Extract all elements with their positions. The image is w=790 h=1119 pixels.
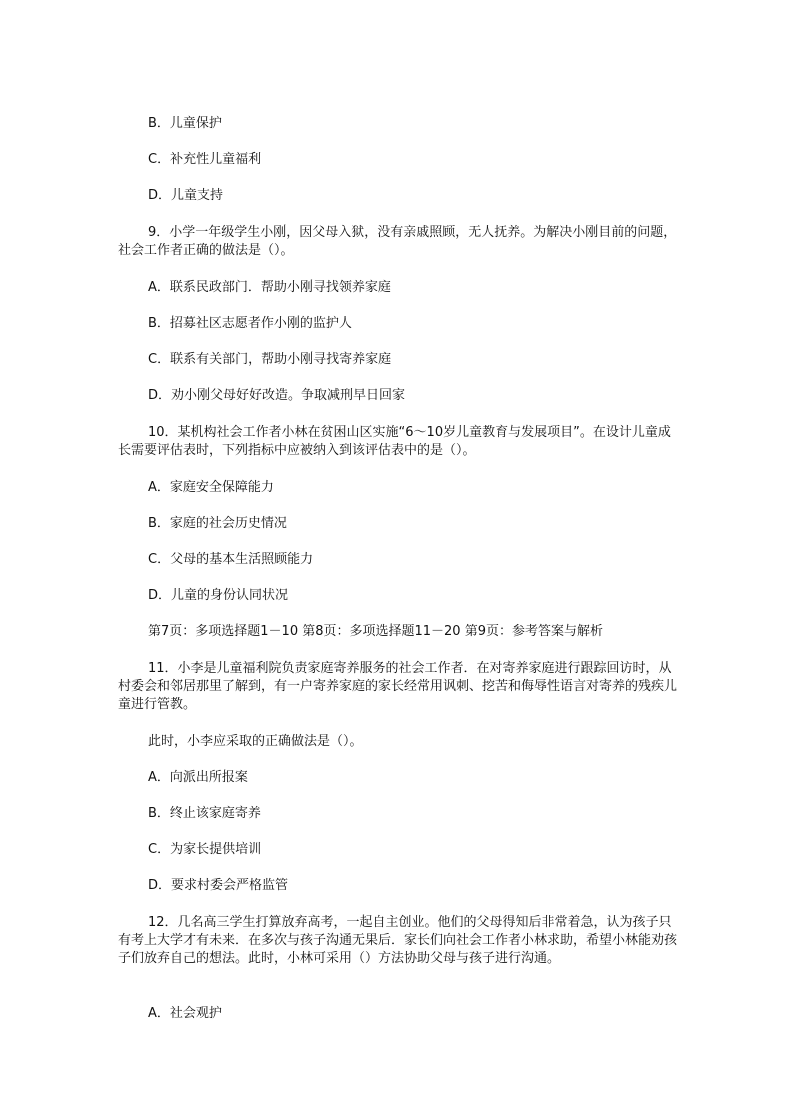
q9-stem: 9．小学一年级学生小刚，因父母入狱，没有亲戚照顾，无人抚养。为解决小刚目前的问题，社会工作者正确的做法是（）。 — [118, 225, 677, 258]
q11-stem: 11．小李是儿童福利院负责家庭寄养服务的社会工作者．在对寄养家庭进行跟踪回访时，从村委会和邻居那里了解到，有一户寄养家庭的家长经常用讽刺、挖苦和侮辱性语言对寄养的残疾儿童进行管教。 — [118, 661, 678, 712]
q8-option-d: D．儿童支持 — [148, 188, 224, 203]
q11-stem-continued: 此时，小李应采取的正确做法是（）。 — [148, 734, 363, 749]
q11-option-d: D．要求村委会严格监管 — [148, 878, 289, 893]
q12-option-a: A．社会观护 — [148, 1006, 222, 1021]
q8-option-c: C．补充性儿童福利 — [148, 152, 262, 167]
q9-option-a: A．联系民政部门．帮助小刚寻找领养家庭 — [148, 280, 391, 295]
q10-option-a: A．家庭安全保障能力 — [148, 480, 274, 495]
q10-stem: 10．某机构社会工作者小林在贫困山区实施“6～10岁儿童教育与发展项目”。在设计儿童成长需要评估表时，下列指标中应被纳入到该评估表中的是（）。 — [118, 425, 671, 458]
q9-option-d: D．劝小刚父母好好改造。争取减刑早日回家 — [148, 388, 406, 403]
q12-stem: 12．几名高三学生打算放弃高考，一起自主创业。他们的父母得知后非常着急，认为孩子只有考上大学才有未来．在多次与孩子沟通无果后．家长们向社会工作者小林求助，希望小林能劝孩子们放弃自己的想法。此时，小林可采用（）方法协助父母与孩子进行沟通。 — [118, 915, 678, 966]
q11-option-b: B．终止该家庭寄养 — [148, 806, 261, 821]
q10-option-d: D．儿童的身份认同状况 — [148, 588, 289, 603]
q10-option-b: B．家庭的社会历史情况 — [148, 516, 287, 531]
q9-option-b: B．招募社区志愿者作小刚的监护人 — [148, 316, 352, 331]
page-navigation-text: 第7页：多项选择题1－10 第8页：多项选择题11－20 第9页：参考答案与解析 — [148, 624, 603, 639]
q10-option-c: C．父母的基本生活照顾能力 — [148, 552, 314, 567]
q9-option-c: C．联系有关部门，帮助小刚寻找寄养家庭 — [148, 352, 392, 367]
q8-option-b: B．儿童保护 — [148, 116, 222, 131]
q11-option-c: C．为家长提供培训 — [148, 842, 262, 857]
q11-option-a: A．向派出所报案 — [148, 770, 248, 785]
